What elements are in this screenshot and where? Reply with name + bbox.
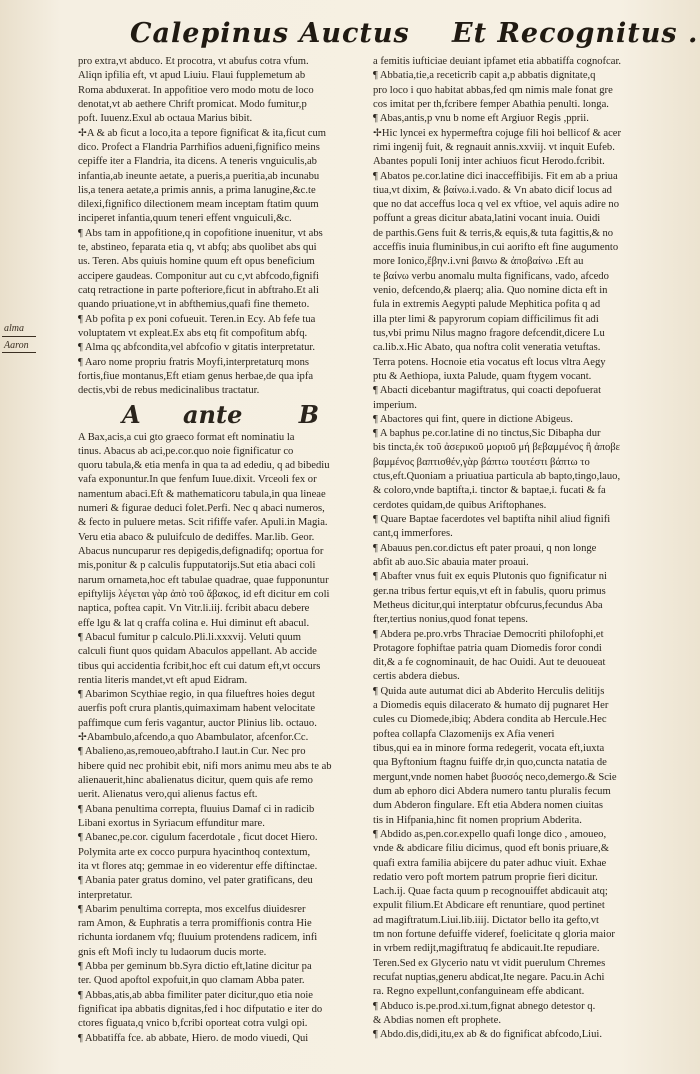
text-line: poft. Iuuenz.Exul ab octaua Marius bibit. — [78, 113, 253, 125]
text-line: more Ionico,ἔβην.i.vni βαινω & ἀποβαίνω .Eft au — [373, 256, 584, 268]
text-line: tm non fortune defuiffe videref, foelicitate q gloria maior — [373, 929, 615, 941]
text-line: ¶ Abduco is.pe.prod.xi.tum,fignat abnego detestor q. — [373, 1000, 596, 1012]
text-line: Abantes populi Ionij inter achiuos ficut Herodo.fcribit. — [373, 156, 605, 168]
text-line: acceffis inuia fluminibus,in cui aorifto eft fine augumento — [373, 242, 619, 254]
text-line: Polymita arte ex cocco purpura hyacinthoq contextum, — [78, 846, 311, 858]
text-line: cant,q immerfores. — [373, 528, 453, 540]
text-line: ¶ Abarim penultima correpta, mos excelfus diuidesrer — [78, 903, 306, 915]
text-line: Protagore fophiftae patria quam Diomedis foror condi — [373, 642, 602, 654]
text-line: ¶ Quare Baptae facerdotes vel baptifta nihil aliud fignifi — [373, 514, 611, 525]
right-column — [373, 55, 667, 1043]
left-column — [78, 55, 366, 1046]
text-line: & fecto in puluere metas. Scit rififfe vafer. Apuli.in Magia. — [78, 517, 328, 529]
text-line: ¶ Abas,antis,p vnu b nome eft Argiuor Regis ,pprii. — [373, 113, 589, 125]
text-line: ¶ Abana penultima correpta, fluuius Damaf ci in radicib — [78, 803, 315, 815]
section-heading — [78, 401, 366, 429]
text-line: ¶ Aaro nome propriu fratris Moyfi,interpretaturq mons — [78, 356, 310, 368]
text-line: fula in extremis Aegypti palude Mephitica pofita q ad — [373, 299, 601, 311]
text-line: ¶ Abanec,pe.cor. cigulum facerdotale , ficut docet Hiero. — [78, 832, 318, 844]
text-line: abfit ab auo.Sic abauia mater proaui. — [373, 556, 529, 568]
text-line: ✢Hic lyncei ex hypermeftra cojuge fili hoi bellicof & acer — [373, 127, 622, 139]
text-line: ad magiftratum.Liui.lib.iiij. Dictator bello ita gefto,vt — [373, 914, 599, 926]
margin-rule — [2, 336, 36, 337]
text-line: cos imitat per th,fcribere femper Abathia penulti. longa. — [373, 98, 609, 110]
section-heading-part: ante — [182, 399, 243, 429]
text-line: ✢A & ab ficut a loco,ita a tepore fignificat & ita,ficut cum — [78, 127, 327, 139]
text-line: rentia literis mandet,vt eft apud Eidram. — [78, 674, 248, 686]
text-line: ¶ Abdera pe.pro.vrbs Thraciae Democriti philofophi,et — [373, 628, 604, 640]
text-line: ram Amon, & Euphratis a terra promiffionis contra Hie — [78, 918, 312, 930]
text-line: denotat,vt ab aethere Chrift promicat. Modo fumitur,p — [78, 98, 307, 110]
text-line: venio, defcendo,& plaerq; alia. Quo nomine dicta eft in — [373, 285, 608, 296]
text-line: naptica, poftea capit. Vn Vitr.li.iij. fcribit abacu debere — [78, 603, 310, 615]
text-line: infantia,ab ineunte aetate, a pueris,a pueritia,ab incunabu — [78, 170, 320, 182]
text-line: vafa exponuntur.In que fenfum Iuue.dixit. Vrceoli fex or — [78, 474, 317, 486]
text-line: in vrbem redijt,magiftratuq fe abdicauit.Ite repudiare. — [373, 943, 600, 955]
text-line: ¶ Abbatiffa fce. ab abbate, Hiero. de modo viuedi, Qui — [78, 1032, 309, 1044]
text-line: ¶ Abdido as,pen.cor.expello quafi longe dico , amoueo, — [373, 828, 607, 840]
text-line: uerit. Alienatus vero,qui alienus factus eft. — [78, 789, 258, 801]
left-column-text-top — [78, 55, 366, 399]
running-head — [0, 14, 700, 54]
text-line: a femitis iufticiae deuiant ipfamet etia abbatiffa cognofcar. — [373, 56, 622, 67]
text-line: pro extra,vt abduco. Et procotra, vt abufus cotra vfum. — [78, 56, 309, 67]
text-line: imperium. — [373, 399, 417, 411]
text-line: a Diomedis equis dilacerato & humato dij pugnaret Her — [373, 700, 609, 712]
text-line: & Abdias nomen eft prophete. — [373, 1014, 501, 1026]
text-line: inciperet infantia,quum teneri effent vnguiculi,&c. — [78, 213, 292, 225]
text-line: te, abstineo, feparata etia q, vt abfq; abs quolibet abs qui — [78, 242, 317, 254]
text-line: accipere gaudeas. Componitur aut cu c,vt abfcodo,fignifi — [78, 270, 319, 282]
text-line: poftea collapfa Clazomenijs ex Afia veneri — [373, 728, 555, 740]
text-line: us. Teren. Abs quiuis homine quum eft opus beneficium — [78, 256, 315, 268]
text-line: epiftylijs λέγεται γὰρ ἀπὸ τοῦ ἄβακος, id eft dicitur em coli — [78, 588, 330, 600]
text-line: numeri & figurae deduci folet.Perfi. Nec q abaci numeros, — [78, 503, 325, 515]
text-line: Teren.Sed ex Glycerio natu vt vidit puerulum Chremes — [373, 957, 606, 969]
text-line: hibere quid nec prohibit ebit, nifi mors animu meu abs te ab — [78, 760, 332, 772]
text-line: voluptatem vt expleat.Ex abs etq fit compofitum abfq. — [78, 327, 308, 339]
margin-rule — [2, 352, 36, 353]
text-line: ger.na tribus fertur equis,vt eft in fabulis, quoru primus — [373, 585, 606, 597]
text-line: tibus qui accidentia fcribit,hoc eft cui datum eft,vt occurs — [78, 660, 321, 672]
text-line: ¶ Abbatia,tie,a receticrib capit a,p abbatis dignitate,q — [373, 70, 596, 82]
text-line: ¶ Abafter vnus fuit ex equis Plutonis quo fignificatur ni — [373, 571, 608, 583]
text-line: ita vt flores atq; gemmae in eo viderentur effe diftinctae. — [78, 860, 318, 872]
section-heading-part: B — [298, 399, 319, 429]
text-line: ¶ Abacti dicebantur magiftratus, qui coacti depofuerat — [373, 385, 602, 397]
text-line: narum ornameta,hoc eft tabulae quadrae, quae fupponuntur — [78, 574, 329, 586]
running-head-left: Calepinus Auctus — [130, 18, 410, 49]
margin-note-aaron: Aaron — [4, 340, 29, 351]
text-line: bis tincta,ἐκ τοῦ ἀσερικοῦ μοριοῦ μή βεβαμμένος ἢ ἀποβε — [373, 442, 621, 454]
text-line: Roma abduxerat. In appofitioe vero modo motu de loco — [78, 84, 314, 96]
text-line: ¶ Alma qς abfcondita,vel abfcofio v gitatis interpretatur. — [78, 342, 315, 354]
text-line: que no dat acceffus loca q vel ex vftioe, vel aquis adire no — [373, 199, 620, 211]
text-line: auerfis poft crura plantis,quimaximam habent velocitate — [78, 703, 316, 715]
running-head-right: Et Recognitus . — [452, 18, 699, 49]
text-line: recufat nuptias,generu abdicat,Ite negare. Pacu.in Achi — [373, 972, 605, 983]
text-line: tinus. Abacus ab aci,pe.cor.quo noie fignificatur co — [78, 445, 294, 457]
text-line: Abacus nuncuparur res depigedis,defignadifq; oportua for — [78, 546, 324, 557]
text-line: lis,a tenera aetate,a primis annis, a prima lanugine,&c.te — [78, 184, 316, 196]
text-line: effe lgu & lat q craffa colina e. Hui diminut eft abacul. — [78, 617, 310, 629]
text-line: quafi extra familia abijcere du pater adhuc viuit. Exhae — [373, 857, 607, 869]
text-line: fortis,fiue montanus,Eft etiam genus herbae,de qua ipfa — [78, 370, 314, 382]
text-line: certis abdera diebus. — [373, 671, 460, 683]
text-line: quoru tabula,& etia menfa in qua ta ad edediu, q ad bibediu — [78, 460, 330, 472]
text-line: ¶ Abactores qui fint, quere in dictione Abigeus. — [373, 413, 573, 425]
text-line: dum ab ephoro dici Abdera numero tantu pluralis fecum — [373, 785, 611, 797]
text-line: ¶ Abs tam in appofitione,q in copofitione inuenitur, vt abs — [78, 227, 323, 239]
text-line: ¶ Quida aute autumat dici ab Abderito Herculis delitijs — [373, 685, 605, 697]
left-column-text-bottom — [78, 431, 366, 1046]
text-line: poffunt a greas dicitur abata,latini vocant inuia. Ouidi — [373, 213, 601, 225]
text-line: ¶ Abauus pen.cor.dictus eft pater proaui, q non longe — [373, 542, 597, 554]
text-line: Metheus dicitur,qui interptatur obfcurus,fecundus Aba — [373, 599, 603, 611]
text-line: dilexi,fignifico dilectionem meam inceptam ftatim quum — [78, 199, 319, 211]
text-line: vnde & abdicare filiu dicimus, quod eft bonis priuare,& — [373, 843, 609, 855]
text-line: illa pter limi & papyrorum copiam difficilimus fit adi — [373, 313, 599, 325]
section-heading-part: A — [122, 399, 141, 429]
text-line: namentum abaci.Eft & mathematicoru tabula,in qua lineae — [78, 488, 326, 500]
text-line: Lach.ij. Quae facta quum p recognouiffet abdicauit atq; — [373, 886, 608, 898]
text-line: te βαίνω verbu anomalu multa fignificans, vado, afcedo — [373, 270, 609, 282]
text-line: tis in Hifpania,hinc fit nomen proprium Abderita. — [373, 814, 582, 826]
text-line: ¶ Abania pater gratus domino, vel pater gratificans, deu — [78, 875, 313, 887]
text-line: ctus,eft.Quoniam a priuatiua particula ab bapto,tingo,lauo, — [373, 471, 621, 483]
text-line: dum Abderon fingulare. Eft etia Abdera nomen ciuitas — [373, 800, 604, 812]
text-line: richunta iordanem vfq; fluuium protendens radicem, infi — [78, 932, 318, 944]
text-line: & coloro,vnde baptifta,i. tinctor & baptae,i. fucati & fa — [373, 485, 606, 497]
text-line: dit,& a fe cognominauit, de hac Ouidi. Aut te deuoueat — [373, 657, 606, 669]
text-line: cerdotes quidam,de quibus Ariftophanes. — [373, 499, 547, 511]
text-line: ¶ Abba per geminum bb.Syra dictio eft,latine dicitur pa — [78, 961, 312, 973]
text-line: mergunt,vnde nomen habet βυσσός neco,demergo.& Scie — [373, 771, 617, 783]
text-line: alienauerit,hinc abalienatus dicitur, quem quis afe remo — [78, 775, 313, 786]
text-line: ¶ Ab pofita p ex poni cofueuit. Teren.in Ecy. Ab fefe tua — [78, 313, 316, 325]
text-line: tus,vbi primu Nilus magno fragore defcendit,dicere Lu — [373, 327, 605, 339]
text-line: gnis eft Mofi incly tu ludaorum ducis morte. — [78, 946, 267, 958]
text-line: ca.lib.x.Hic Abato, qua noftra colit veneratia vetuftas. — [373, 342, 601, 354]
text-line: Libani exortus in Syriacum effunditur mare. — [78, 817, 265, 829]
text-line: tiua,vt dixim, & βαίνω.i.vado. & Vn abato dicif locus ad — [373, 184, 612, 196]
text-line: ptu & Aethiopa, iuxta Palude, quam ftygem vocant. — [373, 370, 592, 382]
text-line: ¶ Abarimon Scythiae regio, in qua filueftres hoies degut — [78, 689, 315, 701]
text-line: Aliqn ipfilia eft, vt apud Liuiu. Flaui fupplemetum ab — [78, 70, 306, 82]
text-line: fignificat ipa abbatis dignitas,fed i hoc difputatio e iter do — [78, 1004, 323, 1015]
text-line: Veru etia abaco & puluifculo de dediffes. Mar.lib. Geor. — [78, 531, 315, 543]
text-line: cepiffe iter a Flandria, ita dicens. A teneris vnguiculis,ab — [78, 156, 317, 168]
text-line: ¶ Abatos pe.cor.latine dici inacceffibijis. Fit em ab a priua — [373, 170, 618, 182]
text-line: rimi ingenij fuit, & regnauit annis.xxviij. vt inquit Eufeb. — [373, 141, 615, 153]
text-line: ¶ A baphus pe.cor.latine di no tinctus,Sic Dibapha dur — [373, 428, 601, 440]
text-line: dico. Profect a Flandria Parrhifios adueni,fignifico meins — [78, 141, 320, 153]
text-line: catq retractione in parte pofteriore,ficut in abftraho.Et ali — [78, 285, 319, 296]
text-line: ter. Quod apoftol expofuit,in quo clamam Abba pater. — [78, 975, 305, 987]
text-line: pro loco i quo habitat abbas,fed qm nimis male fonat gre — [373, 84, 613, 96]
text-line: tibus,qui ea in minore forma redegerit, vocata eft,iuxta — [373, 743, 605, 754]
text-line: calculi fiunt quos quidam Abaculos appellant. Ab accide — [78, 646, 317, 658]
text-line: ¶ Abdo.dis,didi,itu,ex ab & do fignificat abfcodo,Liui. — [373, 1029, 602, 1041]
text-line: interpretatur. — [78, 889, 133, 901]
text-line: paffimque cum feris vagantur, auctor Plinius lib. octauo. — [78, 717, 317, 729]
text-line: Terra potens. Hocnoie etia vocatus eft locus vltra Aegy — [373, 356, 606, 368]
right-column-text — [373, 55, 667, 1043]
text-line: de parthis.Gens fuit & terris,& equis,& tuta fagittis,& no — [373, 227, 614, 239]
text-line: ctores figuata,q vnico b,fcribi oporteat cotra vulgi opi. — [78, 1018, 308, 1030]
text-line: ra. Regno expellunt,confanguineam effe abdicant. — [373, 986, 585, 998]
text-line: redatio vero poft mortem patrum proprie fieri dicitur. — [373, 871, 598, 883]
text-line: mis,ponitur & p calculis fupputatorijs.Sut etia abaci coli — [78, 560, 316, 572]
text-line: ✢Abambulo,afcendo,a quo Abambulator, afcenfor.Cc. — [78, 732, 309, 744]
margin-note-alma: alma — [4, 323, 24, 334]
text-line: ¶ Abbas,atis,ab abba fimiliter pater dicitur,quo etia noie — [78, 989, 314, 1001]
text-line: ¶ Abacul fumitur p calculo.Pli.li.xxxvij. Veluti quum — [78, 631, 301, 643]
text-line: fter,tertius nonius,quod fonat tepens. — [373, 614, 528, 626]
text-line: expulit filium.Et Abdicare eft renuntiare, quod pertinet — [373, 900, 605, 912]
text-line: cules cu Diomede,ibiq; Abdera condita ab Hercule.Hec — [373, 714, 607, 726]
text-line: dectis,vbi de rebus medicinalibus tractatur. — [78, 385, 260, 397]
text-line: βαμμένος βαπτισθέν,γὰρ βάπτω τουτέστι βάπτω το — [373, 456, 590, 468]
text-line: ¶ Abalieno,as,remoueo,abftraho.I laut.in Cur. Nec pro — [78, 746, 306, 758]
text-line: A Bax,acis,a cui gto graeco format eft nominatiu la — [78, 431, 295, 443]
text-line: qua Byftonium ftagnu fuiffe dr,in quo,cuncta natatia de — [373, 757, 607, 769]
text-line: quando priuatione,vt in abfthemius,quafi fine themeto. — [78, 299, 310, 311]
